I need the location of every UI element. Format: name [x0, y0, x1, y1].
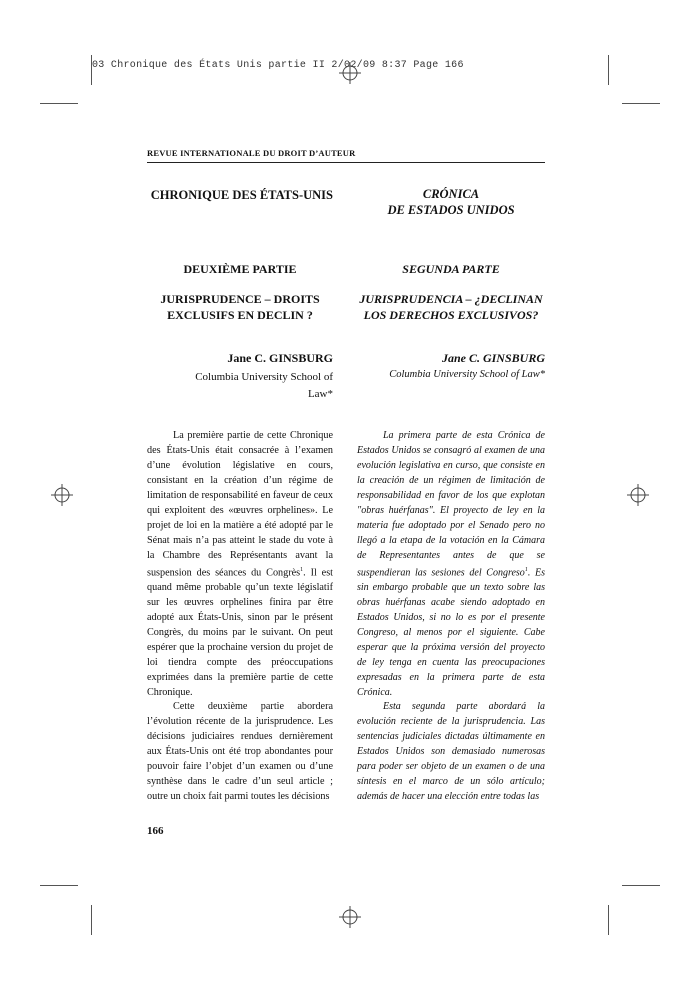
paragraph-1-es: La primera parte de esta Crónica de Estados Unidos se consagró al examen de una evolución legislativa en curso, que consiste en la creación de un régimen de limitación de responsabilidad en favor de los que explotan "obras huérfanas". El proyecto de ley en la materia fue adoptado por el Senado pero no llegó a la etapa de la votación en la Cámara de Representantes antes de que se suspendieran las sesiones del Congreso$^1$. Es sin embargo probable que un texto sobre las obras huérfanas acabe siendo adoptado en Estados Unidos, si no lo es por el presente Congreso, al menos por el siguiente. Cabe esperar que la próxima versión del proyecto de ley tenga en cuenta las preocupaciones expresadas en la primera parte de esta Crónica. — [357, 430, 545, 699]
section-subtitle-es: JURISPRUDENCIA – ¿DECLINAN LOS DERECHOS EXCLUSIVOS? — [359, 292, 543, 323]
chronicle-title-fr: CHRONIQUE DES ÉTATS-UNIS — [150, 188, 333, 202]
chronicle-title-es: CRÓNICA DE ESTADOS UNIDOS — [387, 187, 515, 218]
crop-mark — [608, 55, 609, 85]
author-name-es: Jane C. GINSBURG — [441, 351, 545, 365]
registration-mark-icon — [339, 62, 361, 84]
crop-mark — [40, 885, 78, 886]
running-head: REVUE INTERNATIONALE DU DROIT D’AUTEUR — [147, 148, 356, 158]
author-affiliation-fr: Columbia University School of Law* — [195, 371, 333, 400]
part-heading-fr: DEUXIÈME PARTIE — [183, 262, 297, 276]
registration-mark-icon — [339, 906, 361, 928]
crop-mark — [91, 55, 92, 85]
part-heading-es: SEGUNDA PARTE — [402, 262, 500, 276]
crop-mark — [622, 103, 660, 104]
author-affiliation-es: Columbia University School of Law* — [389, 369, 545, 380]
header-rule — [147, 162, 545, 163]
paragraph-2-fr: Cette deuxième partie abordera l’évolution récente de la jurisprudence. Les décisions judiciaires rendues dernièrement aux États-Unis ont été trop abondantes pour pouvoir faire l’objet d’un examen ou d’une synthèse dans le cadre d’un seul article ; outre un choix fait parmi toutes les décisions — [147, 701, 333, 802]
printer-slug: 03 Chronique des États Unis partie II 2/02/09 8:37 Page 166 — [92, 60, 464, 71]
crop-mark — [91, 905, 92, 935]
crop-mark — [40, 103, 78, 104]
crop-mark — [622, 885, 660, 886]
author-name-fr: Jane C. GINSBURG — [227, 351, 333, 365]
crop-mark — [608, 905, 609, 935]
section-subtitle-fr: JURISPRUDENCE – DROITS EXCLUSIFS EN DECLIN ? — [160, 292, 320, 323]
paragraph-1-fr: La première partie de cette Chronique des États-Unis était consacrée à l’examen d’une évolution législative en cours, consistant en la création d’un régime de limitation de responsabilité en faveur de ceux qui exploitent des «œuvres orphelines». Le projet de loi en la matière a été adopté par le Sénat mais n’a pas atteint le stade du vote à la Chambre des Représentants avant la suspension des séances du Congrès$^1$. Il est quand même probable qu’un texte législatif sur les œuvres orphelines finira par être adopté aux États-Unis, sinon par le présent Congrès, du moins par le suivant. On peut espérer que la prochaine version du projet de loi tiendra compte des préoccupations exprimées dans la première partie de cette Chronique. — [147, 430, 333, 699]
registration-mark-icon — [627, 484, 649, 506]
page-number: 166 — [147, 825, 164, 837]
registration-mark-icon — [51, 484, 73, 506]
paragraph-2-es: Esta segunda parte abordará la evolución reciente de la jurisprudencia. Las sentencias judiciales dictadas últimamente en Estados Unidos son demasiado numerosas para poder ser objeto de un examen o de una síntesis en el marco de un sólo artículo; además de hacer una elección entre todas las — [357, 701, 545, 802]
